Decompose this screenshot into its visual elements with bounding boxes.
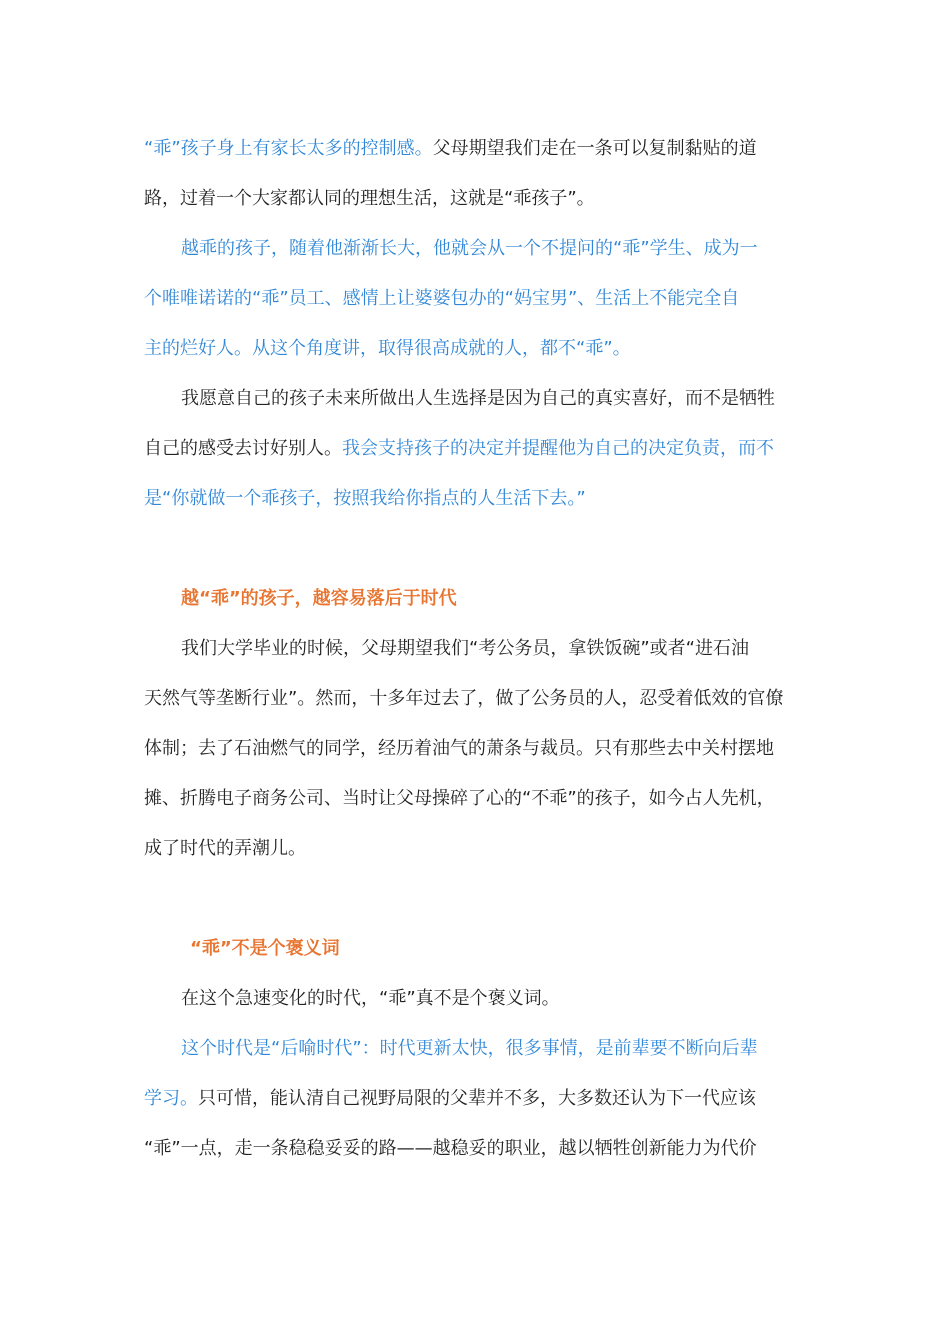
body-text: 路，过着一个大家都认同的理想生活，这就是“乖孩子”。 bbox=[144, 188, 595, 209]
body-text: 成了时代的弄潮儿。 bbox=[144, 838, 306, 859]
text-line bbox=[144, 374, 807, 424]
body-text: 自己的感受去讨好别人。 bbox=[144, 438, 342, 459]
body-text: 在这个急速变化的时代，“乖”真不是个褒义词。 bbox=[181, 988, 560, 1009]
highlighted-text: 这个时代是“后喻时代”：时代更新太快，很多事情，是前辈要不断向后辈 bbox=[181, 1038, 758, 1059]
body-text: “乖”一点，走一条稳稳妥妥的路——越稳妥的职业，越以牺牲创新能力为代价 bbox=[144, 1138, 757, 1159]
text-line bbox=[144, 174, 807, 224]
body-text: 只可惜，能认清自己视野局限的父辈并不多，大多数还认为下一代应该 bbox=[198, 1088, 756, 1109]
paragraph-gap bbox=[144, 874, 807, 924]
text-line bbox=[144, 224, 807, 274]
highlighted-text: 主的烂好人。从这个角度讲，取得很高成就的人，都不“乖”。 bbox=[144, 338, 631, 359]
highlighted-text: 学习。 bbox=[144, 1088, 198, 1109]
body-text: 摊、折腾电子商务公司、当时让父母操碎了心的“不乖”的孩子，如今占人先机， bbox=[144, 788, 775, 809]
highlighted-text: 越乖的孩子，随着他渐渐长大，他就会从一个不提问的“乖”学生、成为一 bbox=[181, 238, 758, 259]
text-line bbox=[144, 674, 807, 724]
text-line bbox=[144, 1024, 807, 1074]
body-text: 我们大学毕业的时候，父母期望我们“考公务员，拿铁饭碗”或者“进石油 bbox=[181, 638, 749, 659]
text-line bbox=[144, 124, 807, 174]
text-line bbox=[144, 474, 807, 524]
text-line bbox=[144, 624, 807, 674]
paragraph-gap bbox=[144, 524, 807, 574]
text-line bbox=[144, 424, 807, 474]
body-text: 天然气等垄断行业”。然而，十多年过去了，做了公务员的人，忍受着低效的官僚 bbox=[144, 688, 784, 709]
highlighted-text: 我会支持孩子的决定并提醒他为自己的决定负责，而不 bbox=[342, 438, 774, 459]
body-text: 父母期望我们走在一条可以复制黏贴的道 bbox=[432, 138, 757, 159]
text-line bbox=[144, 974, 807, 1024]
text-line bbox=[144, 274, 807, 324]
highlighted-text: 是“你就做一个乖孩子，按照我给你指点的人生活下去。” bbox=[144, 488, 586, 509]
text-line bbox=[144, 824, 807, 874]
body-text: 体制；去了石油燃气的同学，经历着油气的萧条与裁员。只有那些去中关村摆地 bbox=[144, 738, 774, 759]
text-line bbox=[144, 724, 807, 774]
text-line bbox=[144, 324, 807, 374]
highlighted-text: “乖”孩子身上有家长太多的控制感。 bbox=[144, 138, 433, 159]
text-line bbox=[144, 1124, 807, 1174]
section-heading: “乖”不是个褒义词 bbox=[190, 938, 340, 959]
text-line bbox=[144, 1074, 807, 1124]
text-line bbox=[144, 774, 807, 824]
highlighted-text: 个唯唯诺诺的“乖”员工、感情上让婆婆包办的“妈宝男”、生活上不能完全自 bbox=[144, 288, 740, 309]
section-heading: 越“乖”的孩子，越容易落后于时代 bbox=[181, 588, 457, 609]
body-text: 我愿意自己的孩子未来所做出人生选择是因为自己的真实喜好，而不是牺牲 bbox=[181, 388, 775, 409]
